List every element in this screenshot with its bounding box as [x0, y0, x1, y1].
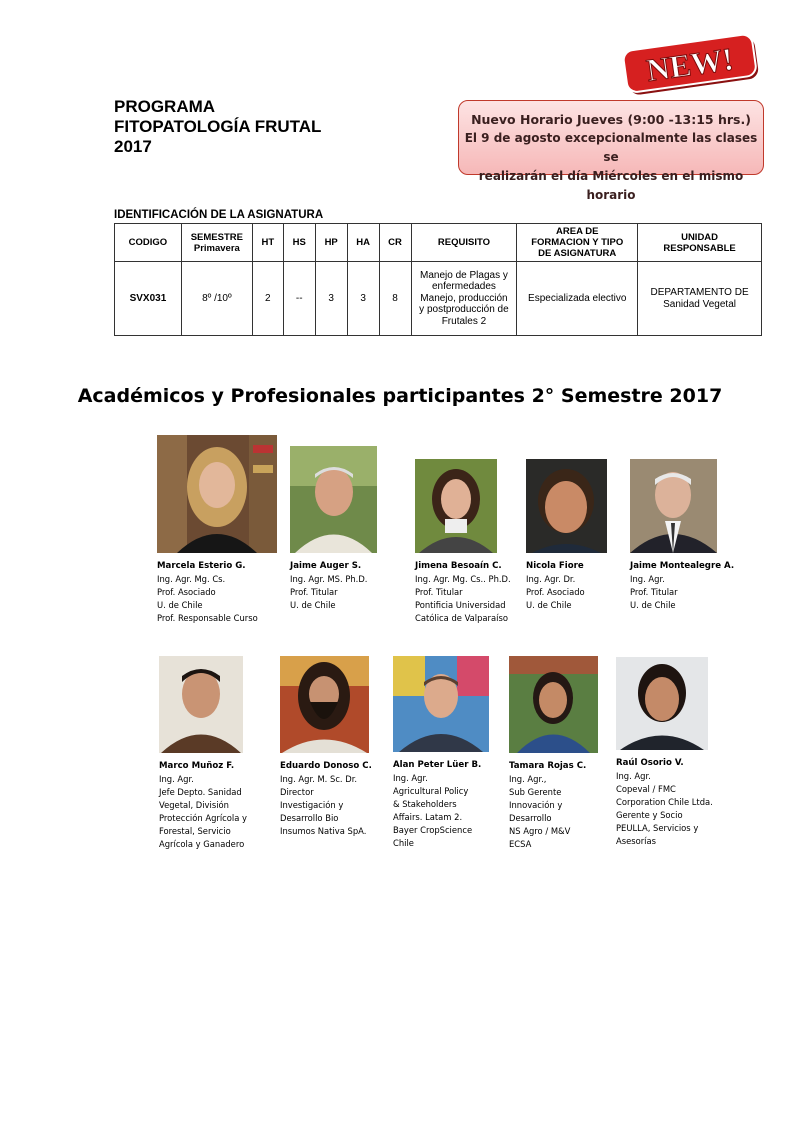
person-name: Jimena Besoaín C. [415, 561, 502, 571]
person-name: Jaime Montealegre A. [630, 561, 735, 571]
person-name: Jaime Auger S. [290, 561, 362, 571]
header-hs: HS [283, 224, 315, 262]
person-card [393, 656, 489, 850]
person-details: Ing. Agr., Sub Gerente Innovación y Desarrollo NS Agro / M&V ECSA [509, 774, 571, 849]
cell-unidad: DEPARTAMENTO DE Sanidad Vegetal [638, 262, 762, 336]
person-name: Marcela Esterio G. [157, 561, 246, 571]
person-card [159, 656, 247, 851]
person-details: Ing. Agr. Jefe Depto. Sanidad Vegetal, División Protección Agrícola y Forestal, Servicio Agrícola y Ganadero [159, 774, 247, 849]
person-details: Ing. Agr. M. Sc. Dr. Director Investigación y Desarrollo Bio Insumos Nativa SpA. [280, 774, 367, 836]
cell-ha: 3 [347, 262, 379, 336]
program-title [114, 97, 321, 157]
cell-ht: 2 [252, 262, 283, 336]
cell-hs: -- [283, 262, 315, 336]
person-details: Ing. Agr. Prof. Titular U. de Chile [630, 574, 678, 610]
new-badge-graphic [621, 31, 763, 99]
header-ha: HA [347, 224, 379, 262]
person-card [526, 459, 607, 612]
portrait-photo [415, 459, 497, 553]
subject-table [114, 223, 762, 336]
new-badge [621, 31, 763, 99]
table-row [115, 262, 762, 336]
portrait-photo [509, 656, 598, 753]
cell-codigo: SVX031 [115, 262, 182, 336]
person-name: Nicola Fiore [526, 561, 584, 571]
notice-line: realizarán el día Miércoles en el mismo horario [478, 169, 744, 202]
person-card [415, 459, 511, 625]
cell-area: Especializada electivo [517, 262, 638, 336]
header-unidad: UNIDAD RESPONSABLE [638, 224, 762, 262]
person-details: Ing. Agr. Copeval / FMC Corporation Chile Ltda. Gerente y Socio PEULLA, Servicios y Asesorías [616, 771, 713, 846]
person-card [280, 656, 372, 838]
portrait-photo [526, 459, 607, 553]
portrait-photo [157, 435, 277, 553]
person-name: Tamara Rojas C. [509, 761, 587, 771]
cell-cr: 8 [379, 262, 411, 336]
portrait-photo [393, 656, 489, 752]
participants-heading: Académicos y Profesionales participantes 2° Semestre 2017 [77, 385, 723, 407]
notice-line: El 9 de agosto excepcionalmente las clases se [464, 131, 758, 164]
header-requisito: REQUISITO [411, 224, 517, 262]
cell-requisito: Manejo de Plagas y enfermedades Manejo, producción y postproducción de Frutales 2 [411, 262, 517, 336]
person-details: Ing. Agr. Agricultural Policy & Stakeholders Affairs. Latam 2. Bayer CropScience Chile [393, 773, 473, 848]
person-name: Marco Muñoz F. [159, 761, 235, 771]
person-details: Ing. Agr. Mg. Cs.. Ph.D. Prof. Titular Pontificia Universidad Católica de Valparaíso [415, 574, 511, 623]
header-codigo: CODIGO [115, 224, 182, 262]
schedule-notice [458, 100, 764, 202]
person-details: Ing. Agr. Mg. Cs. Prof. Asociado U. de Chile Prof. Responsable Curso [157, 574, 258, 623]
person-details: Ing. Agr. MS. Ph.D. Prof. Titular U. de Chile [290, 574, 368, 610]
badge-text: NEW! [644, 40, 736, 89]
person-card [616, 657, 713, 848]
person-name: Eduardo Donoso C. [280, 761, 372, 771]
portrait-photo [630, 459, 717, 553]
person-card [290, 446, 377, 612]
table-header-row [115, 224, 762, 262]
cell-semestre: 8º /10º [181, 262, 252, 336]
person-details: Ing. Agr. Dr. Prof. Asociado U. de Chile [526, 574, 585, 610]
cell-hp: 3 [315, 262, 347, 336]
person-card [157, 435, 277, 625]
header-ht: HT [252, 224, 283, 262]
title-line: PROGRAMA [114, 97, 216, 116]
person-name: Raúl Osorio V. [616, 758, 684, 768]
person-name: Alan Peter Lüer B. [393, 760, 482, 770]
portrait-photo [159, 656, 243, 753]
section-title: IDENTIFICACIÓN DE LA ASIGNATURA [114, 209, 324, 221]
portrait-photo [616, 657, 708, 750]
portrait-photo [280, 656, 369, 753]
person-card [509, 656, 598, 851]
header-semestre: SEMESTRE Primavera [181, 224, 252, 262]
header-area: AREA DE FORMACION Y TIPO DE ASIGNATURA [517, 224, 638, 262]
header-cr: CR [379, 224, 411, 262]
header-hp: HP [315, 224, 347, 262]
person-card [630, 459, 734, 612]
title-line: 2017 [114, 137, 152, 156]
title-line: FITOPATOLOGÍA FRUTAL [114, 117, 322, 136]
portrait-photo [290, 446, 377, 553]
notice-line: Nuevo Horario Jueves (9:00 -13:15 hrs.) [471, 112, 751, 127]
